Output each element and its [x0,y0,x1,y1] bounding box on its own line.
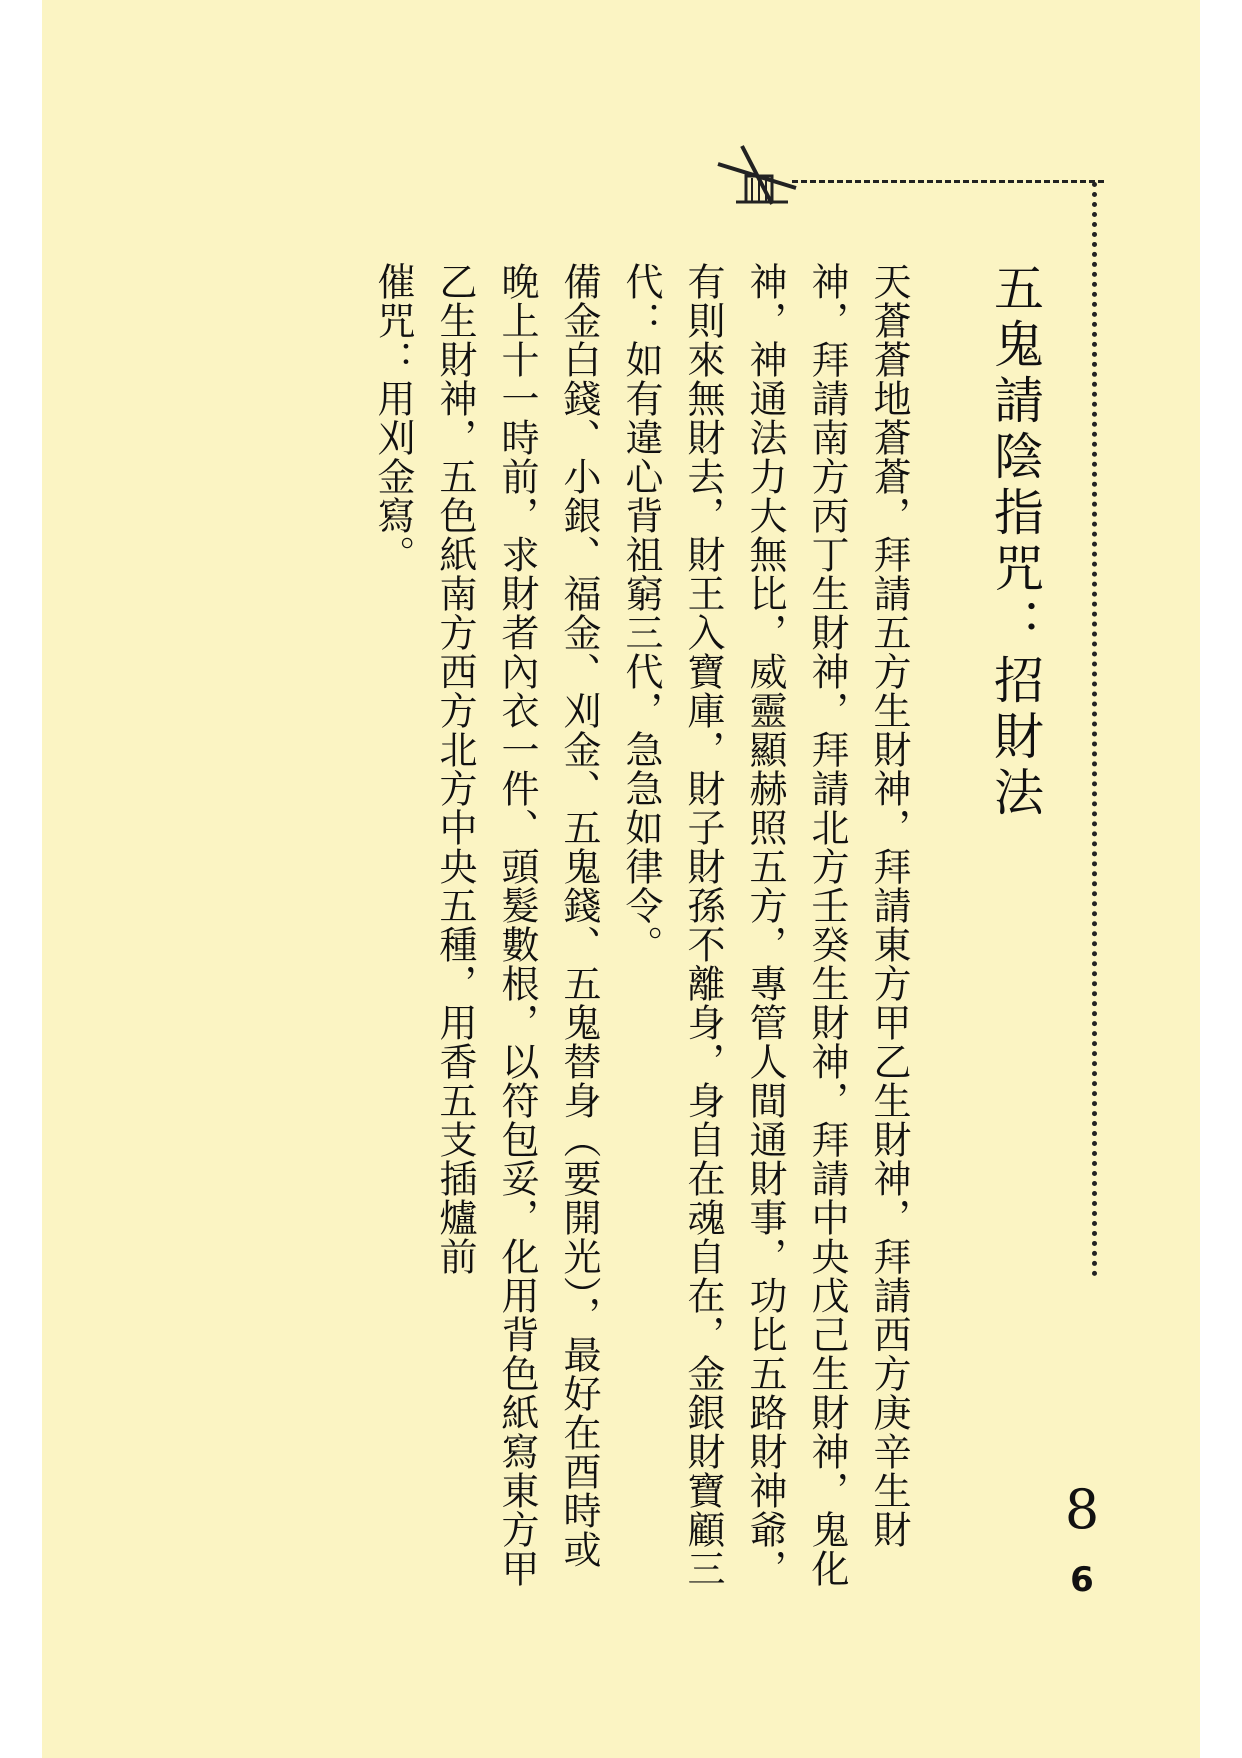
text-column: 備金白錢、小銀、福金、刈金、五鬼錢、五鬼替身（要開光），最好在酉時或 [557,262,601,1569]
document-page [42,0,1200,1758]
decorative-border-top [792,180,1104,189]
text-column: 乙生財神，五色紙南方西方北方中央五種，用香五支插爐前 [433,262,477,1276]
text-column: 晚上十一時前，求財者內衣一件、頭髮數根，以符包妥，化用背色紙寫東方甲 [495,262,539,1588]
text-column: 代：如有違心背祖窮三代，急急如律令。 [619,262,663,964]
body-text [360,262,920,1642]
text-column: 天蒼蒼地蒼蒼，拜請五方生財神，拜請東方甲乙生財神，拜請西方庚辛生財 [867,262,911,1549]
windmill-ornament-icon [712,142,804,208]
decorative-border-right [1092,182,1103,1277]
text-column: 神，神通法力大無比，威靈顯赫照五方，專管人間通財事，功比五路財神爺， [743,262,787,1588]
text-column: 催咒：用刈金寫。 [371,262,415,574]
text-column: 有則來無財去，財王入寶庫，財子財孫不離身，身自在魂自在，金銀財寶顧三 [681,262,725,1588]
page-number-ornament: 8 [1064,1478,1100,1541]
page-title: 五鬼請陰指咒：招財法 [986,262,1044,822]
text-column: 神，拜請南方丙丁生財神，拜請北方壬癸生財神，拜請中央戊己生財神，鬼化 [805,262,849,1588]
page-number: 6 [1070,1560,1094,1600]
